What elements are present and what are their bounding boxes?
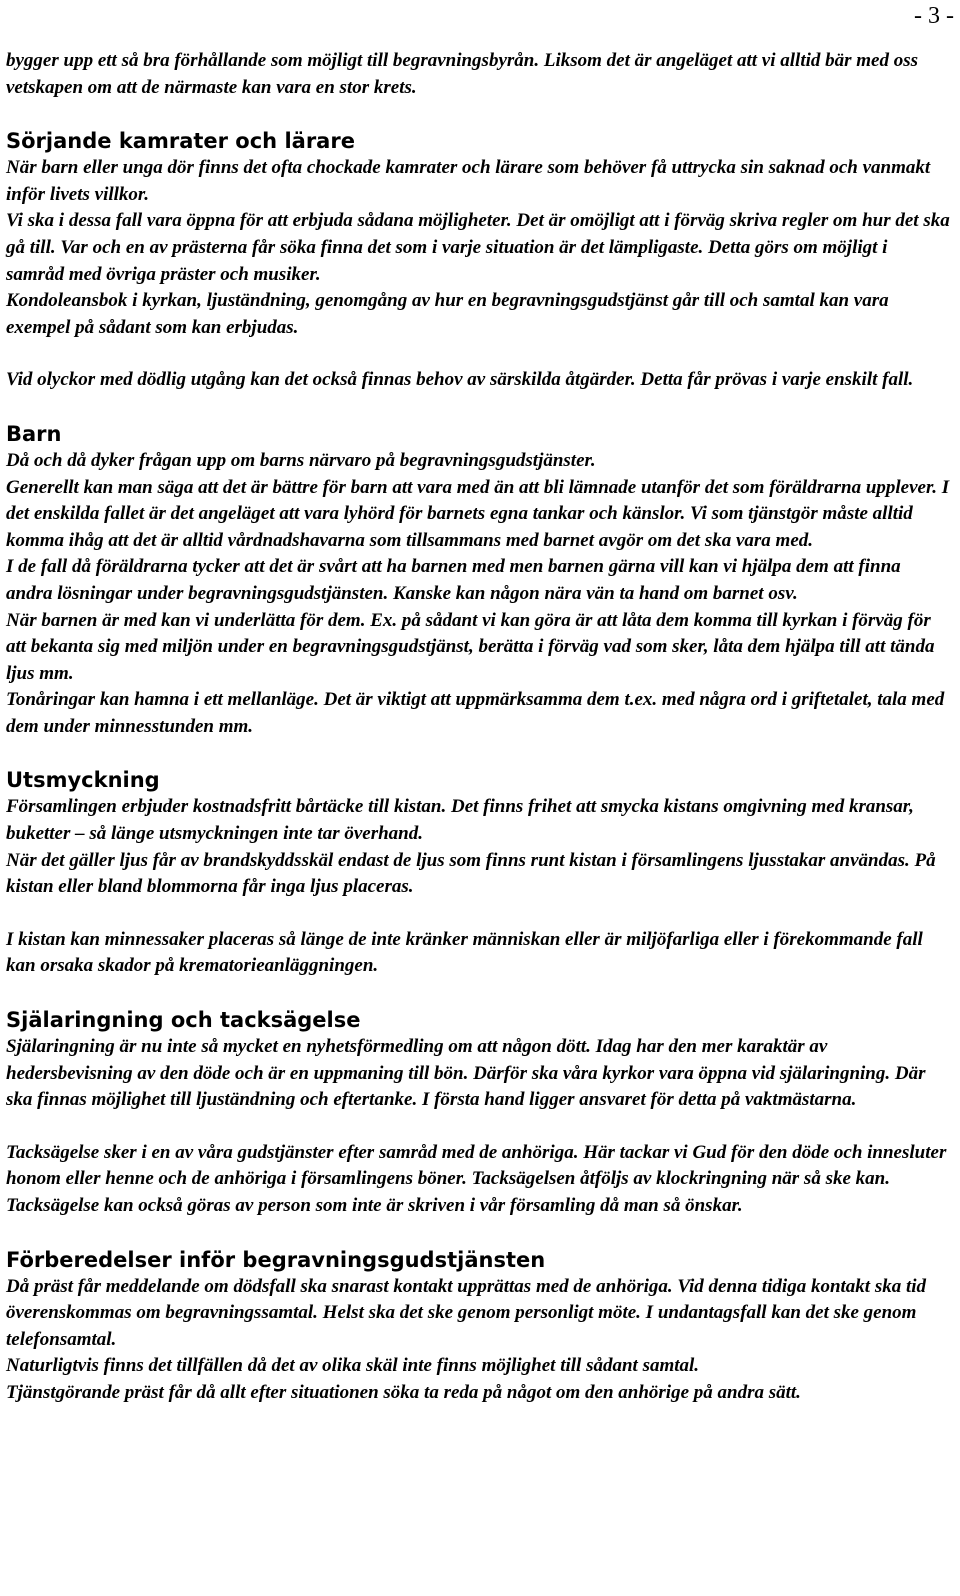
paragraph: När barnen är med kan vi underlätta för dem. Ex. på sådant vi kan göra är att låta dem komma till kyrkan i förväg för att bekanta sig med miljön under en begravningsgudstjänst, berätta i förväg vad som sker, låta dem hjälpa till att tända ljus mm. (6, 609, 935, 684)
section-barn (6, 420, 950, 741)
section-heading-sorjande: Sörjande kamrater och lärare (6, 129, 355, 154)
section-heading-forberedelser: Förberedelser inför begravningsgudstjänsten (6, 1247, 546, 1272)
page-number: - 3 - (914, 3, 954, 29)
paragraph: Vi ska i dessa fall vara öppna för att erbjuda sådana möjligheter. Det är omöjligt att i förväg skriva regler om hur det ska gå till. Var och en av prästerna får söka finna det som i varje situation är det lämpligaste. Detta görs om möjligt i samråd med övriga präster och musiker. (6, 210, 950, 285)
paragraph: Själaringning är nu inte så mycket en nyhetsförmedling om att någon dött. Idag har den mer karaktär av hedersbevisning av den döde och är en uppmaning till bön. Därför ska våra kyrkor vara öppna vid själaringning. Där ska finnas möjlighet till ljuständning och eftertanke. I första hand ligger ansvaret för detta på vaktmästarna. (6, 1036, 926, 1111)
intro-paragraph: bygger upp ett så bra förhållande som möjligt till begravningsbyrån. Liksom det är angeläget att vi alltid bär med oss vetskapen om att de närmaste kan vara en stor krets. (6, 50, 919, 98)
paragraph: När det gäller ljus får av brandskyddsskäl endast de ljus som finns runt kistan i församlingens ljusstakar användas. På kistan eller bland blommorna får inga ljus placeras. (6, 849, 936, 898)
paragraph: Kondoleansbok i kyrkan, ljuständning, genomgång av hur en begravningsgudstjänst går till och samtal kan vara exempel på sådant som kan erbjudas. (6, 290, 889, 338)
document-body (6, 48, 950, 1407)
section-utsmyckning (6, 766, 950, 980)
paragraph: Vid olyckor med dödlig utgång kan det också finnas behov av särskilda åtgärder. Detta får prövas i varje enskilt fall. (6, 369, 914, 391)
section-heading-utsmyckning: Utsmyckning (6, 768, 160, 793)
paragraph: Tjänstgörande präst får då allt efter situationen söka ta reda på något om den anhörige på andra sätt. (6, 1381, 801, 1403)
paragraph: Generellt kan man säga att det är bättre för barn att vara med än att bli lämnade utanför det som föräldrarna upplever. I det enskilda fallet är det angeläget att vara lyhörd för barnets egna tankar och känslor. Vi som tjänstgör måste alltid komma ihåg att det är alltid vårdnadshavarna som tillsammans med barnet avgör om det ska vara med. (6, 476, 950, 551)
paragraph: Då präst får meddelande om dödsfall ska snarast kontakt upprättas med de anhöriga. Vid denna tidiga kontakt ska tid överenskommas om begravningssamtal. Helst ska det ske genom personligt möte. I undantagsfall kan det ske genom telefonsamtal. (6, 1275, 927, 1350)
paragraph: När barn eller unga dör finns det ofta chockade kamrater och lärare som behöver få uttrycka sin saknad och vanmakt inför livets villkor. (6, 157, 931, 205)
section-heading-sjalaringning: Själaringning och tacksägelse (6, 1008, 361, 1033)
paragraph: Då och då dyker frågan upp om barns närvaro på begravningsgudstjänster. (6, 449, 596, 471)
paragraph: I kistan kan minnessaker placeras så länge de inte kränker människan eller är miljöfarliga eller i förekommande fall kan orsaka skador på krematorieanläggningen. (6, 928, 923, 977)
paragraph: Naturligtvis finns det tillfällen då det av olika skäl inte finns möjlighet till sådant samtal. (6, 1355, 700, 1377)
section-sjalaringning (6, 1006, 950, 1220)
section-sorjande (6, 127, 950, 394)
paragraph: Tacksägelse kan också göras av person som inte är skriven i vår församling då man så önskar. (6, 1195, 743, 1216)
paragraph: Församlingen erbjuder kostnadsfritt bårtäcke till kistan. Det finns frihet att smycka kistans omgivning med kransar, buketter – så länge utsmyckningen inte tar överhand. (6, 796, 914, 845)
paragraph: Tacksägelse sker i en av våra gudstjänster efter samråd med de anhöriga. Här tackar vi Gud för den döde och innesluter honom eller henne och de anhöriga i församlingens böner. Tacksägelsen åtföljs av klockringning när så ske kan. (6, 1141, 947, 1190)
section-heading-barn: Barn (6, 421, 62, 446)
paragraph: I de fall då föräldrarna tycker att det är svårt att ha barnen med men barnen gärna vill kan vi hjälpa dem att finna andra lösningar under begravningsgudstjänsten. Kanske kan någon nära vän ta hand om barnet osv. (6, 556, 901, 604)
section-forberedelser (6, 1246, 950, 1407)
paragraph: Tonåringar kan hamna i ett mellanläge. Det är viktigt att uppmärksamma dem t.ex. med några ord i griftetalet, tala med dem under minnesstunden mm. (6, 689, 945, 737)
